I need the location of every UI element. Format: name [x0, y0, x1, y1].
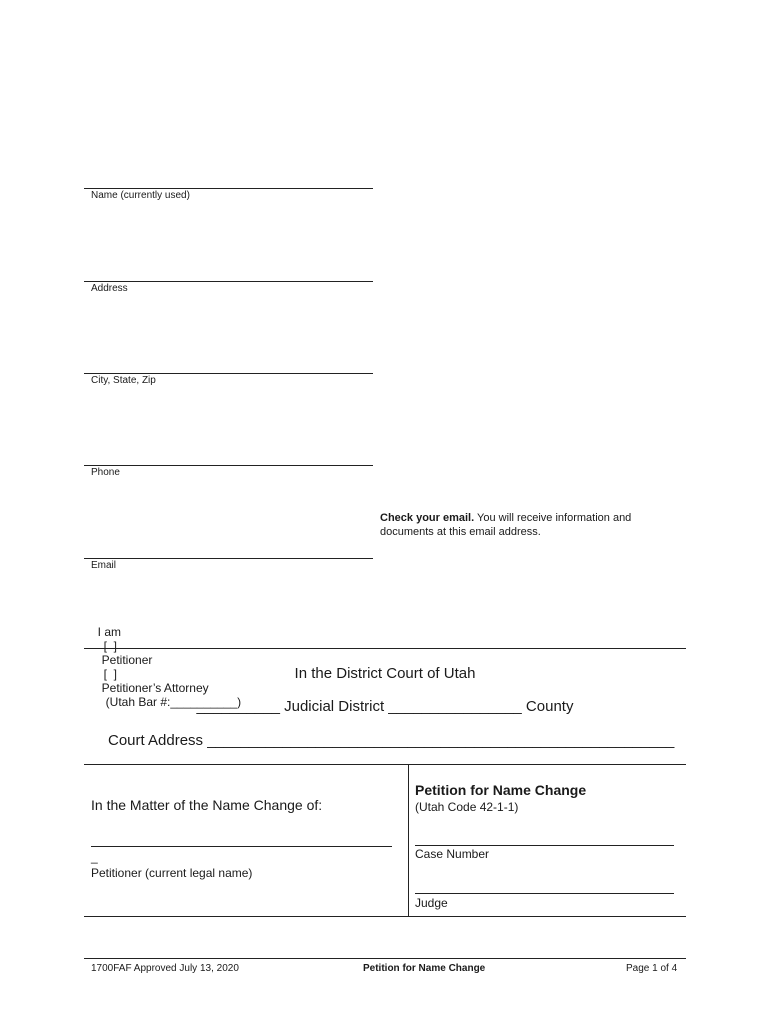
petitioner-label: Petitioner (current legal name) [91, 866, 253, 880]
document-title: Petition for Name Change [415, 782, 587, 798]
caption-top-rule [84, 764, 686, 765]
matter-heading: In the Matter of the Name Change of: [91, 797, 323, 813]
attorney-option: Petitioner’s Attorney [101, 681, 209, 695]
phone-label: Phone [91, 467, 120, 478]
email-label: Email [91, 560, 117, 571]
i-am-text: I am [97, 625, 122, 639]
name-label: Name (currently used) [91, 190, 190, 201]
email-line[interactable] [84, 558, 373, 559]
name-line[interactable] [84, 188, 373, 189]
petitioner-checkbox[interactable]: [ ] [103, 639, 118, 653]
district-county-line[interactable]: __________ Judicial District ________________ County [196, 698, 574, 715]
petitioner-underscore: _ [91, 850, 98, 864]
email-note-line2: documents at this email address. [380, 526, 541, 538]
utah-code-reference: (Utah Code 42-1-1) [415, 800, 519, 814]
case-number-line[interactable] [415, 845, 674, 846]
city-state-zip-line[interactable] [84, 373, 373, 374]
footer-rule [84, 958, 686, 959]
petitioner-name-line[interactable] [91, 846, 392, 847]
case-number-label: Case Number [415, 847, 490, 861]
court-title: In the District Court of Utah [294, 665, 476, 682]
address-line[interactable] [84, 281, 373, 282]
caption-divider [408, 764, 409, 916]
email-note [380, 511, 631, 539]
email-note-bold: Check your email. [380, 512, 475, 524]
utah-bar-number[interactable]: (Utah Bar #:__________) [105, 695, 242, 709]
judge-label: Judge [415, 896, 448, 910]
address-label: Address [91, 283, 128, 294]
petitioner-option: Petitioner [101, 653, 153, 667]
phone-line[interactable] [84, 465, 373, 466]
form-id: 1700FAF Approved July 13, 2020 [91, 963, 239, 974]
role-line [91, 611, 241, 709]
section-divider-top [84, 648, 686, 649]
caption-bottom-rule [84, 916, 686, 917]
court-address-line[interactable]: Court Address ________________________________________________________ [108, 732, 675, 749]
page-number: Page 1 of 4 [626, 963, 678, 974]
email-note-rest: You will receive information and [474, 512, 632, 524]
city-state-zip-label: City, State, Zip [91, 375, 156, 386]
footer-title: Petition for Name Change [363, 963, 486, 974]
attorney-checkbox[interactable]: [ ] [103, 667, 118, 681]
judge-line[interactable] [415, 893, 674, 894]
